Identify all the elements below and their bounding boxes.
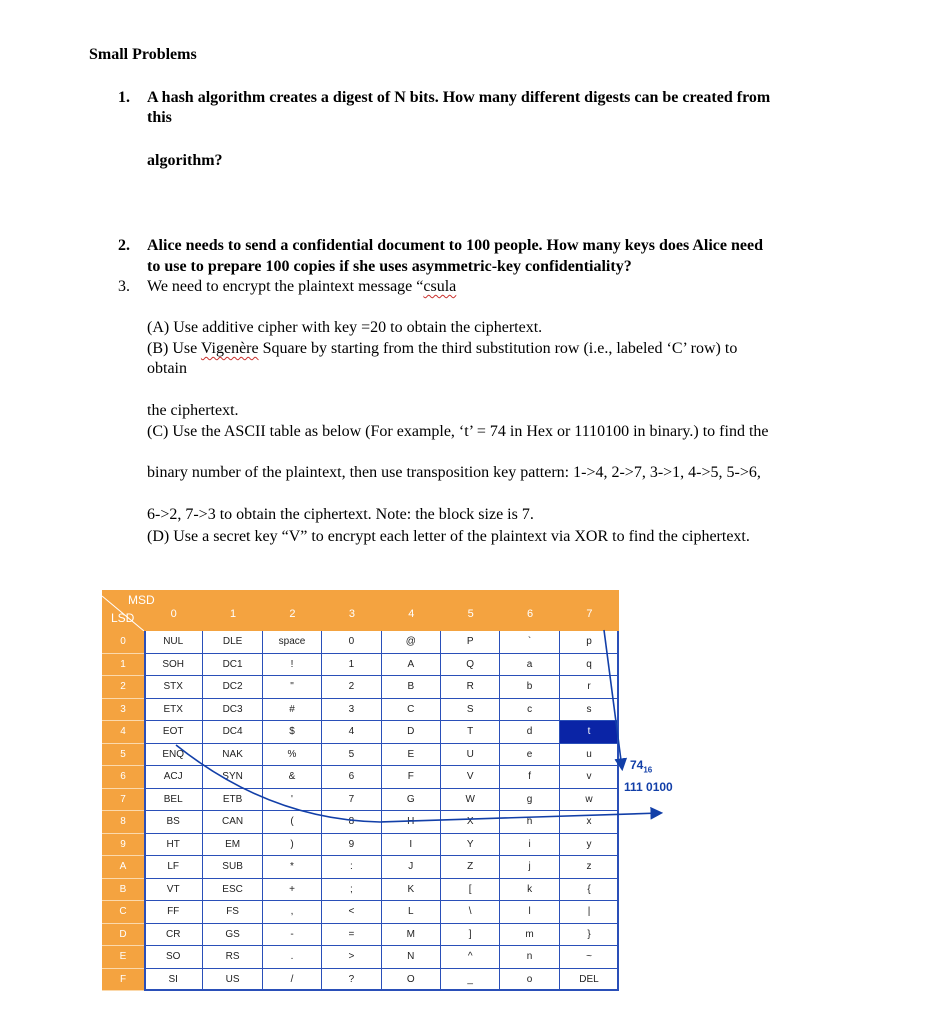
q3-part-c-line3: 6->2, 7->3 to obtain the ciphertext. Note: the block size is 7.: [147, 506, 534, 523]
ascii-cell: T: [441, 721, 500, 744]
ascii-cell: K: [382, 879, 441, 902]
lsd-header-cell: 7: [102, 789, 144, 812]
ascii-cell: H: [382, 811, 441, 834]
ascii-cell: D: [382, 721, 441, 744]
ascii-cell: {: [560, 879, 619, 902]
ascii-cell: 1: [322, 654, 381, 677]
ascii-cell: |: [560, 901, 619, 924]
ascii-cell: :: [322, 856, 381, 879]
ascii-cell: DLE: [203, 631, 262, 654]
ascii-cell: Z: [441, 856, 500, 879]
ascii-cell: DC1: [203, 654, 262, 677]
ascii-cell: LF: [144, 856, 203, 879]
lsd-header-cell: C: [102, 901, 144, 924]
annotation-curve-arrow: [176, 745, 660, 822]
ascii-cell: m: [500, 924, 559, 947]
ascii-cell: B: [382, 676, 441, 699]
q2-line1: Alice needs to send a confidential document to 100 people. How many keys does Alice need: [147, 237, 763, 254]
lsd-header-cell: 6: [102, 766, 144, 789]
ascii-cell: X: [441, 811, 500, 834]
ascii-cell: ACJ: [144, 766, 203, 789]
ascii-cell: 0: [322, 631, 381, 654]
ascii-cell: a: [500, 654, 559, 677]
ascii-cell: $: [263, 721, 322, 744]
ascii-cell: SYN: [203, 766, 262, 789]
lsd-header-cell: D: [102, 924, 144, 947]
ascii-cell: 5: [322, 744, 381, 767]
msd-header-cell: 7: [586, 608, 593, 620]
ascii-cell: NUL: [144, 631, 203, 654]
ascii-cell: !: [263, 654, 322, 677]
ascii-cell: Q: [441, 654, 500, 677]
ascii-cell: US: [203, 969, 262, 992]
ascii-cell: ': [263, 789, 322, 812]
msd-header-cell: 1: [230, 608, 237, 620]
msd-header-cell: 5: [467, 608, 474, 620]
ascii-cell: Y: [441, 834, 500, 857]
ascii-cell: EOT: [144, 721, 203, 744]
ascii-cell: %: [263, 744, 322, 767]
ascii-cell: R: [441, 676, 500, 699]
ascii-cell: FS: [203, 901, 262, 924]
annotation-hex-subscript: 16: [643, 765, 653, 775]
ascii-cell: j: [500, 856, 559, 879]
ascii-cell: DC4: [203, 721, 262, 744]
ascii-cell: d: [500, 721, 559, 744]
ascii-cell: J: [382, 856, 441, 879]
lsd-header-cell: 3: [102, 699, 144, 722]
ascii-cell: 9: [322, 834, 381, 857]
ascii-cell: /: [263, 969, 322, 992]
ascii-cell: -: [263, 924, 322, 947]
ascii-cell: b: [500, 676, 559, 699]
ascii-cell: FF: [144, 901, 203, 924]
ascii-cell: <: [322, 901, 381, 924]
q3-part-d: (D) Use a secret key “V” to encrypt each letter of the plaintext via XOR to find the ciphertext.: [147, 528, 750, 545]
ascii-cell: ): [263, 834, 322, 857]
ascii-cell: CAN: [203, 811, 262, 834]
ascii-cell: ^: [441, 946, 500, 969]
msd-header-cell: 3: [348, 608, 355, 620]
lsd-header-cell: 4: [102, 721, 144, 744]
ascii-cell: v: [560, 766, 619, 789]
ascii-cell: ESC: [203, 879, 262, 902]
ascii-cell: F: [382, 766, 441, 789]
ascii-cell: [: [441, 879, 500, 902]
ascii-cell: `: [500, 631, 559, 654]
ascii-cell: r: [560, 676, 619, 699]
q3-line1-text: We need to encrypt the plaintext message “: [147, 278, 424, 295]
ascii-cell: space: [263, 631, 322, 654]
ascii-cell: SOH: [144, 654, 203, 677]
ascii-cell: ": [263, 676, 322, 699]
q3-plaintext-word: csula: [423, 278, 457, 295]
ascii-cell: z: [560, 856, 619, 879]
ascii-cell: ?: [322, 969, 381, 992]
q3-part-c-line1: (C) Use the ASCII table as below (For example, ‘t’ = 74 in Hex or 1110100 in binary.) to find the: [147, 423, 769, 440]
ascii-cell: (: [263, 811, 322, 834]
ascii-cell: ;: [322, 879, 381, 902]
ascii-cell: @: [382, 631, 441, 654]
ascii-cell: L: [382, 901, 441, 924]
lsd-header-cell: 1: [102, 654, 144, 677]
ascii-cell: w: [560, 789, 619, 812]
ascii-cell: DEL: [560, 969, 619, 992]
ascii-cell: ]: [441, 924, 500, 947]
ascii-cell: CR: [144, 924, 203, 947]
lsd-header-cell: 9: [102, 834, 144, 857]
annotation-binary-value: 111 0100: [624, 780, 673, 794]
ascii-cell: GS: [203, 924, 262, 947]
ascii-cell: M: [382, 924, 441, 947]
q1-line2: this: [147, 109, 172, 126]
ascii-cell: e: [500, 744, 559, 767]
ascii-cell: V: [441, 766, 500, 789]
ascii-cell: ENQ: [144, 744, 203, 767]
corner-lsd-label: LSD: [111, 611, 135, 625]
ascii-cell: W: [441, 789, 500, 812]
ascii-cell: HT: [144, 834, 203, 857]
ascii-cell: g: [500, 789, 559, 812]
ascii-cell: G: [382, 789, 441, 812]
ascii-cell: E: [382, 744, 441, 767]
ascii-cell: O: [382, 969, 441, 992]
ascii-cell: 4: [322, 721, 381, 744]
ascii-cell: .: [263, 946, 322, 969]
ascii-cell: U: [441, 744, 500, 767]
ascii-cell: 7: [322, 789, 381, 812]
annotation-arrow-down: [604, 630, 622, 768]
ascii-cell: h: [500, 811, 559, 834]
ascii-cell: i: [500, 834, 559, 857]
ascii-cell: l: [500, 901, 559, 924]
ascii-cell: ETX: [144, 699, 203, 722]
ascii-cell: SO: [144, 946, 203, 969]
lsd-header-cell: E: [102, 946, 144, 969]
q3-part-b-post: Square by starting from the third substitution row (i.e., labeled ‘C’ row) to: [258, 340, 738, 357]
q1-number: 1.: [118, 89, 130, 106]
ascii-cell: n: [500, 946, 559, 969]
q3-part-a: (A) Use additive cipher with key =20 to obtain the ciphertext.: [147, 319, 543, 336]
ascii-cell: k: [500, 879, 559, 902]
ascii-cell: #: [263, 699, 322, 722]
ascii-cell: p: [560, 631, 619, 654]
lsd-header-cell: 8: [102, 811, 144, 834]
lsd-header-cell: F: [102, 969, 144, 992]
ascii-cell: +: [263, 879, 322, 902]
ascii-cell: =: [322, 924, 381, 947]
msd-header-cell: 0: [170, 608, 177, 620]
corner-msd-label: MSD: [128, 593, 155, 607]
q3-part-b-line3: the ciphertext.: [147, 402, 239, 419]
ascii-cell: N: [382, 946, 441, 969]
ascii-cell: y: [560, 834, 619, 857]
ascii-cell: 2: [322, 676, 381, 699]
lsd-header-cell: A: [102, 856, 144, 879]
ascii-cell: ~: [560, 946, 619, 969]
ascii-cell: DC3: [203, 699, 262, 722]
lsd-header-cell: 5: [102, 744, 144, 767]
ascii-cell: x: [560, 811, 619, 834]
ascii-cell: RS: [203, 946, 262, 969]
ascii-cell: DC2: [203, 676, 262, 699]
ascii-cell: }: [560, 924, 619, 947]
ascii-cell: _: [441, 969, 500, 992]
ascii-cell: I: [382, 834, 441, 857]
q1-line3: algorithm?: [147, 152, 223, 169]
ascii-cell: SI: [144, 969, 203, 992]
annotation-hex-number: 74: [630, 758, 644, 772]
q3-vigenere-word: Vigenère: [200, 340, 259, 357]
q3-number: 3.: [118, 278, 130, 295]
ascii-cell: f: [500, 766, 559, 789]
lsd-header-cell: 0: [102, 631, 144, 654]
ascii-cell: o: [500, 969, 559, 992]
q3-part-c-line2: binary number of the plaintext, then use transposition key pattern: 1->4, 2->7, 3->1, 4->5, 5->6,: [147, 464, 761, 481]
lsd-header-cell: B: [102, 879, 144, 902]
ascii-cell: BS: [144, 811, 203, 834]
ascii-cell: ETB: [203, 789, 262, 812]
q1-line1: A hash algorithm creates a digest of N bits. How many different digests can be created from: [147, 89, 771, 106]
ascii-cell: P: [441, 631, 500, 654]
msd-header-cell: 2: [289, 608, 296, 620]
lsd-header-cell: 2: [102, 676, 144, 699]
ascii-cell: ,: [263, 901, 322, 924]
ascii-cell: q: [560, 654, 619, 677]
ascii-cell: >: [322, 946, 381, 969]
ascii-cell: \: [441, 901, 500, 924]
ascii-cell: EM: [203, 834, 262, 857]
ascii-cell: 3: [322, 699, 381, 722]
annotation-hex-value: [630, 758, 652, 774]
ascii-cell: c: [500, 699, 559, 722]
ascii-cell: *: [263, 856, 322, 879]
ascii-cell: &: [263, 766, 322, 789]
ascii-cell: u: [560, 744, 619, 767]
ascii-cell: BEL: [144, 789, 203, 812]
section-heading: Small Problems: [89, 46, 197, 63]
ascii-cell: C: [382, 699, 441, 722]
ascii-cell: VT: [144, 879, 203, 902]
ascii-cell: SUB: [203, 856, 262, 879]
ascii-cell: 6: [322, 766, 381, 789]
msd-header-cell: 6: [527, 608, 534, 620]
q2-line2: to use to prepare 100 copies if she uses asymmetric-key confidentiality?: [147, 258, 632, 275]
ascii-cell: t: [560, 721, 619, 744]
q3-part-b-line2: obtain: [147, 360, 187, 377]
ascii-cell: STX: [144, 676, 203, 699]
q3-part-b-pre: (B) Use: [147, 340, 201, 357]
ascii-cell: S: [441, 699, 500, 722]
ascii-cell: 8: [322, 811, 381, 834]
ascii-cell: s: [560, 699, 619, 722]
q2-number: 2.: [118, 237, 130, 254]
ascii-cell: NAK: [203, 744, 262, 767]
ascii-cell: A: [382, 654, 441, 677]
msd-header-cell: 4: [408, 608, 415, 620]
